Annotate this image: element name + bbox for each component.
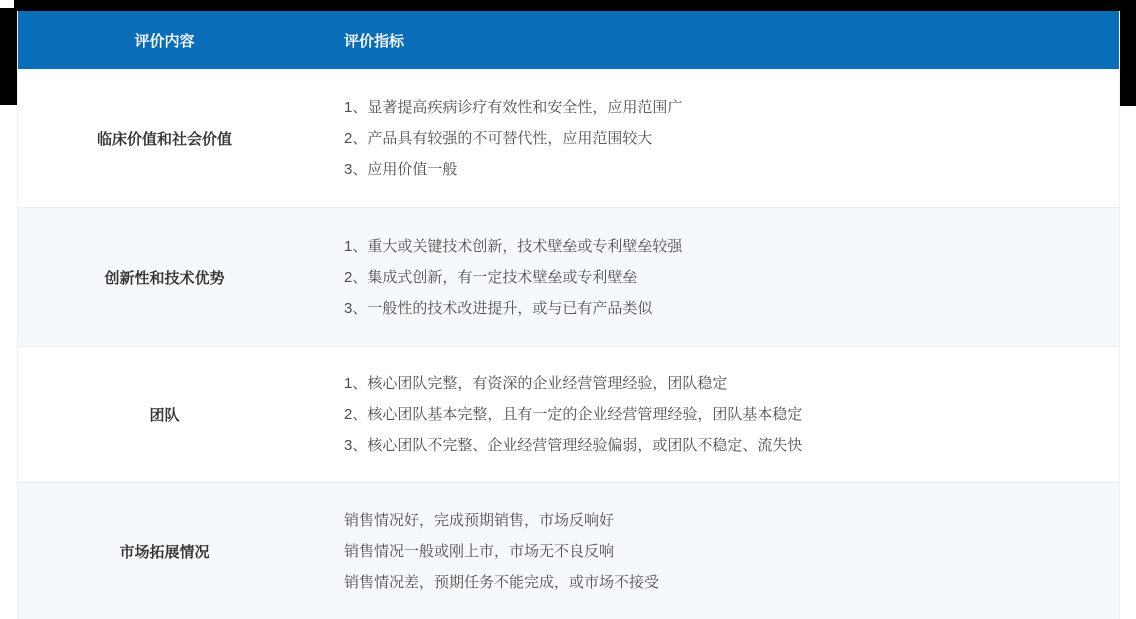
indicator-line: 销售情况好，完成预期销售，市场反响好 xyxy=(344,511,615,529)
indicator-line: 2、核心团队基本完整，且有一定的企业经营管理经验，团队基本稳定 xyxy=(344,406,803,423)
indicator-line: 3、一般性的技术改进提升，或与已有产品类似 xyxy=(344,299,653,317)
backdrop-top-strip xyxy=(14,0,1136,11)
indicators-cell xyxy=(311,483,1119,619)
indicator-line: 销售情况差，预期任务不能完成，或市场不接受 xyxy=(344,573,660,591)
indicators-cell xyxy=(311,208,1119,346)
indicator-line: 1、重大或关键技术创新，技术壁垒或专利壁垒较强 xyxy=(344,237,683,255)
category-cell: 团队 xyxy=(149,407,180,424)
indicators-cell xyxy=(311,69,1119,207)
table-row-team xyxy=(18,346,1119,482)
indicator-line: 3、核心团队不完整、企业经营管理经验偏弱，或团队不稳定、流失快 xyxy=(344,437,803,454)
table-row-market xyxy=(18,482,1119,619)
indicator-line: 1、核心团队完整，有资深的企业经营管理经验，团队稳定 xyxy=(344,375,728,392)
category-cell: 市场拓展情况 xyxy=(119,543,210,561)
table-header-row xyxy=(18,11,1119,69)
table-row-clinical-value xyxy=(18,69,1119,207)
table-row-innovation xyxy=(18,207,1119,346)
backdrop-right-strip xyxy=(1118,0,1136,106)
evaluation-table xyxy=(17,11,1120,619)
indicator-line: 3、应用价值一般 xyxy=(344,160,458,178)
indicator-line: 销售情况一般或刚上市，市场无不良反响 xyxy=(344,542,615,560)
indicator-line: 2、产品具有较强的不可替代性，应用范围较大 xyxy=(344,129,653,147)
backdrop-left-strip xyxy=(0,8,17,105)
indicator-line: 1、显著提高疾病诊疗有效性和安全性，应用范围广 xyxy=(344,98,683,116)
header-cell-category: 评价内容 xyxy=(134,32,195,50)
header-cell-indicators: 评价指标 xyxy=(344,32,405,50)
category-cell: 创新性和技术优势 xyxy=(104,269,225,287)
category-cell: 临床价值和社会价值 xyxy=(96,130,232,148)
indicators-cell xyxy=(311,347,1119,482)
indicator-line: 2、集成式创新，有一定技术壁垒或专利壁垒 xyxy=(344,268,638,286)
